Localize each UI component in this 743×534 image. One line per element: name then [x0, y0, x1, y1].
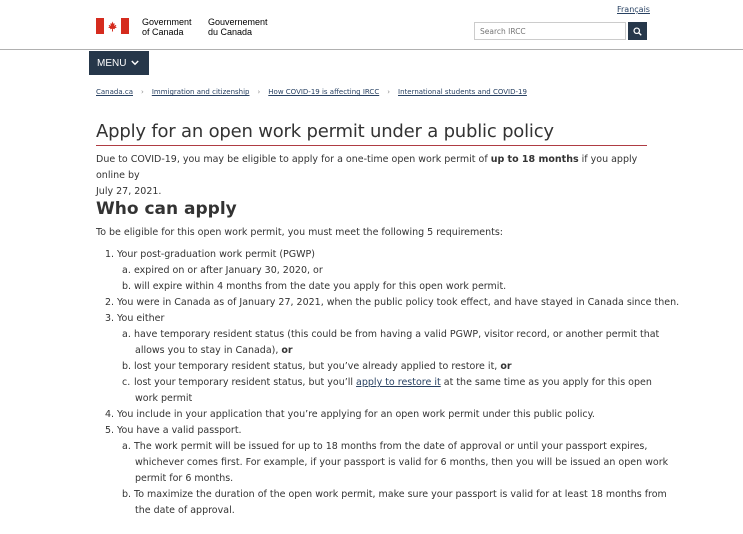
- language-toggle-link[interactable]: Français: [617, 5, 650, 14]
- list-item: b. To maximize the duration of the open work permit, make sure your passport is valid for at least 18 months from: [122, 489, 667, 500]
- gov-en-line2: of Canada: [142, 27, 184, 37]
- chevron-down-icon: [131, 60, 139, 66]
- requirements-lead: To be eligible for this open work permit, you must meet the following 5 requirements:: [96, 227, 503, 238]
- search-icon: [633, 27, 642, 36]
- breadcrumb-separator: ›: [257, 88, 261, 96]
- list-item: c. lost your temporary resident status, but you’ll apply to restore it at the same time as you apply for this open: [122, 377, 652, 388]
- intro-paragraph: [96, 152, 656, 200]
- page-title: Apply for an open work permit under a public policy: [96, 121, 554, 142]
- list-item-continued: whichever comes first. For example, if your passport is valid for 6 months, then you will be issued an open work: [135, 457, 669, 468]
- breadcrumb-separator: ›: [141, 88, 144, 96]
- list-item: b. lost your temporary resident status, but you’ve already applied to restore it, or: [122, 361, 512, 372]
- list-item: 2. You were in Canada as of January 27, 2021, when the public policy took effect, and have stayed in Canada since then.: [105, 297, 680, 308]
- apply-to-restore-link[interactable]: apply to restore it: [356, 377, 441, 388]
- intro-text-b: if you apply online by: [96, 154, 638, 181]
- intro-text-c: July 27, 2021.: [96, 186, 162, 197]
- list-item: a. have temporary resident status (this could be from having a valid PGWP, visitor record, or another permit that: [122, 329, 660, 340]
- who-can-apply-heading: Who can apply: [96, 199, 237, 219]
- requirements-list: [96, 247, 680, 519]
- gov-fr-line1: Gouvernement: [208, 17, 268, 27]
- breadcrumb-separator: ›: [387, 88, 391, 96]
- menu-button[interactable]: [89, 51, 149, 75]
- list-item: 1. Your post-graduation work permit (PGWP): [105, 249, 315, 260]
- government-signature-en[interactable]: [142, 17, 192, 37]
- list-item: a. expired on or after January 30, 2020, or: [122, 265, 323, 276]
- intro-text-a: Due to COVID-19, you may be eligible to apply for a one-time open work permit of: [96, 154, 491, 165]
- list-item: 4. You include in your application that you’re applying for an open work permit under this public policy.: [105, 409, 595, 420]
- canada-flag-icon[interactable]: [96, 18, 129, 34]
- gov-fr-line2: du Canada: [208, 27, 253, 37]
- list-item-continued: the date of approval.: [135, 505, 235, 516]
- breadcrumb-canada[interactable]: Canada.ca: [96, 88, 133, 96]
- breadcrumb-immigration[interactable]: Immigration and citizenship: [151, 88, 250, 96]
- list-item: 3. You either: [105, 313, 165, 324]
- government-signature-fr[interactable]: [208, 17, 268, 37]
- search-button[interactable]: [628, 22, 647, 40]
- search-input[interactable]: [474, 22, 626, 40]
- header-divider: [0, 49, 743, 50]
- breadcrumb-students[interactable]: International students and COVID-19: [398, 88, 527, 96]
- list-item: a. The work permit will be issued for up to 18 months from the date of approval or until your passport expires,: [122, 441, 648, 452]
- list-item: 5. You have a valid passport.: [105, 425, 242, 436]
- menu-label: MENU: [97, 57, 127, 69]
- title-underline: [96, 145, 647, 146]
- breadcrumb-covid[interactable]: How COVID-19 is affecting IRCC: [268, 88, 380, 96]
- breadcrumb: [96, 88, 527, 96]
- intro-bold: up to 18 months: [490, 154, 579, 165]
- list-item-continued: allows you to stay in Canada), or: [135, 345, 293, 356]
- list-item-continued: permit for 6 months.: [135, 473, 234, 484]
- gov-en-line1: Government: [142, 17, 192, 27]
- list-item: b. will expire within 4 months from the date you apply for this open work permit.: [122, 281, 507, 292]
- list-item-continued: work permit: [135, 393, 193, 404]
